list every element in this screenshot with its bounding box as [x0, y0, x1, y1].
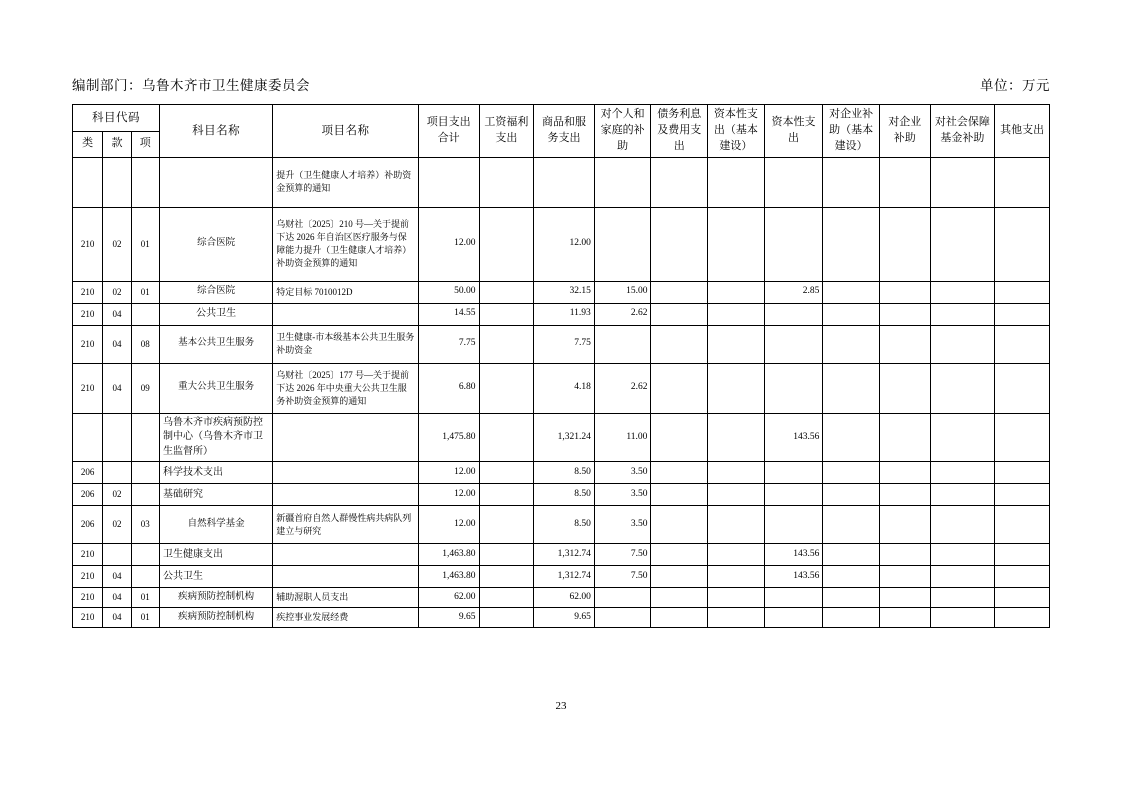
cell-xiang	[131, 566, 159, 588]
cell-subject-name: 公共卫生	[159, 303, 272, 325]
cell-lei	[73, 157, 103, 207]
cell-enterprise	[879, 566, 930, 588]
cell-xiang	[131, 303, 159, 325]
cell-salary	[479, 484, 534, 506]
cell-interest	[651, 303, 708, 325]
table-row	[73, 484, 1050, 506]
cell-capital	[764, 363, 823, 413]
cell-lei: 210	[73, 363, 103, 413]
cell-subject-name: 自然科学基金	[159, 506, 272, 544]
cell-capital	[764, 484, 823, 506]
cell-lei: 210	[73, 608, 103, 628]
cell-subject-name: 基本公共卫生服务	[159, 325, 272, 363]
header-xiang: 项	[131, 131, 159, 157]
cell-project-name: 辅助渥职人员支出	[273, 588, 419, 608]
cell-capital	[764, 303, 823, 325]
cell-project-name	[273, 484, 419, 506]
cell-personal	[594, 207, 651, 281]
table-row	[73, 325, 1050, 363]
cell-enterprise	[879, 207, 930, 281]
cell-salary	[479, 281, 534, 303]
cell-project-name	[273, 566, 419, 588]
cell-personal: 15.00	[594, 281, 651, 303]
cell-enterprise-basic	[823, 207, 880, 281]
header-personal-subsidy: 对个人和家庭的补助	[594, 105, 651, 158]
cell-interest	[651, 506, 708, 544]
cell-social	[930, 325, 995, 363]
cell-other	[995, 157, 1050, 207]
cell-subject-name	[159, 157, 272, 207]
cell-goods: 12.00	[534, 207, 595, 281]
table-row	[73, 303, 1050, 325]
cell-project-name	[273, 462, 419, 484]
cell-xiang: 01	[131, 207, 159, 281]
cell-salary	[479, 544, 534, 566]
cell-other	[995, 608, 1050, 628]
cell-interest	[651, 544, 708, 566]
cell-capital	[764, 157, 823, 207]
cell-capital-basic	[708, 413, 765, 462]
cell-kuan: 02	[103, 207, 131, 281]
cell-capital-basic	[708, 325, 765, 363]
cell-enterprise-basic	[823, 325, 880, 363]
cell-enterprise	[879, 588, 930, 608]
cell-salary	[479, 506, 534, 544]
cell-kuan	[103, 157, 131, 207]
cell-enterprise	[879, 608, 930, 628]
cell-personal: 11.00	[594, 413, 651, 462]
cell-project-name	[273, 303, 419, 325]
cell-total: 6.80	[418, 363, 479, 413]
cell-xiang	[131, 157, 159, 207]
cell-salary	[479, 413, 534, 462]
cell-capital-basic	[708, 588, 765, 608]
header-subject-name: 科目名称	[159, 105, 272, 158]
cell-interest	[651, 325, 708, 363]
table-row	[73, 608, 1050, 628]
cell-capital-basic	[708, 281, 765, 303]
cell-personal: 2.62	[594, 303, 651, 325]
cell-enterprise	[879, 303, 930, 325]
cell-project-name: 乌财社〔2025〕210 号—关于提前下达 2026 年自治区医疗服务与保障能力提升（卫生健康人才培养）补助资金预算的通知	[273, 207, 419, 281]
cell-enterprise	[879, 506, 930, 544]
cell-interest	[651, 363, 708, 413]
table-row	[73, 207, 1050, 281]
cell-capital: 143.56	[764, 413, 823, 462]
cell-goods: 8.50	[534, 462, 595, 484]
cell-salary	[479, 207, 534, 281]
table-row	[73, 588, 1050, 608]
cell-total: 12.00	[418, 207, 479, 281]
cell-social	[930, 608, 995, 628]
cell-salary	[479, 325, 534, 363]
cell-kuan: 04	[103, 608, 131, 628]
cell-enterprise	[879, 484, 930, 506]
cell-social	[930, 566, 995, 588]
cell-capital-basic	[708, 303, 765, 325]
cell-interest	[651, 207, 708, 281]
cell-goods: 8.50	[534, 484, 595, 506]
cell-total: 9.65	[418, 608, 479, 628]
cell-enterprise	[879, 325, 930, 363]
cell-subject-name: 疾病预防控制机构	[159, 608, 272, 628]
cell-xiang	[131, 484, 159, 506]
cell-personal	[594, 157, 651, 207]
cell-personal: 3.50	[594, 462, 651, 484]
table-row	[73, 506, 1050, 544]
cell-social	[930, 588, 995, 608]
cell-other	[995, 363, 1050, 413]
cell-goods: 1,321.24	[534, 413, 595, 462]
table-row	[73, 363, 1050, 413]
cell-goods: 62.00	[534, 588, 595, 608]
table-row	[73, 281, 1050, 303]
cell-salary	[479, 363, 534, 413]
cell-project-name	[273, 544, 419, 566]
cell-kuan: 04	[103, 325, 131, 363]
table-row	[73, 566, 1050, 588]
cell-interest	[651, 462, 708, 484]
cell-social	[930, 303, 995, 325]
cell-enterprise-basic	[823, 413, 880, 462]
header-kuan: 款	[103, 131, 131, 157]
cell-personal: 2.62	[594, 363, 651, 413]
document-header	[72, 74, 1050, 94]
cell-social	[930, 462, 995, 484]
cell-total: 1,463.80	[418, 544, 479, 566]
unit-label: 单位：万元	[980, 78, 1050, 93]
cell-other	[995, 544, 1050, 566]
cell-other	[995, 462, 1050, 484]
cell-enterprise-basic	[823, 303, 880, 325]
table-body	[73, 157, 1050, 628]
table-row	[73, 413, 1050, 462]
cell-personal: 7.50	[594, 566, 651, 588]
cell-enterprise-basic	[823, 462, 880, 484]
cell-interest	[651, 484, 708, 506]
cell-salary	[479, 608, 534, 628]
cell-capital	[764, 462, 823, 484]
header-subject-code: 科目代码	[73, 105, 160, 132]
cell-interest	[651, 588, 708, 608]
cell-enterprise	[879, 544, 930, 566]
cell-project-name: 特定目标 7010012D	[273, 281, 419, 303]
cell-capital-basic	[708, 207, 765, 281]
cell-enterprise-basic	[823, 484, 880, 506]
cell-kuan: 02	[103, 506, 131, 544]
cell-social	[930, 157, 995, 207]
cell-other	[995, 281, 1050, 303]
cell-kuan	[103, 413, 131, 462]
cell-lei: 206	[73, 506, 103, 544]
cell-xiang: 09	[131, 363, 159, 413]
header-total: 项目支出合计	[418, 105, 479, 158]
cell-total: 7.75	[418, 325, 479, 363]
cell-total: 1,463.80	[418, 566, 479, 588]
header-social-fund: 对社会保障基金补助	[930, 105, 995, 158]
page-number: 23	[555, 700, 567, 712]
cell-lei: 206	[73, 462, 103, 484]
header-other: 其他支出	[995, 105, 1050, 158]
table-row	[73, 544, 1050, 566]
cell-kuan: 02	[103, 281, 131, 303]
cell-total: 50.00	[418, 281, 479, 303]
cell-enterprise	[879, 413, 930, 462]
cell-personal: 3.50	[594, 484, 651, 506]
cell-social	[930, 484, 995, 506]
cell-other	[995, 588, 1050, 608]
cell-personal: 7.50	[594, 544, 651, 566]
cell-enterprise	[879, 281, 930, 303]
cell-xiang	[131, 462, 159, 484]
cell-social	[930, 281, 995, 303]
cell-xiang	[131, 544, 159, 566]
cell-capital	[764, 207, 823, 281]
cell-interest	[651, 566, 708, 588]
cell-enterprise-basic	[823, 157, 880, 207]
cell-other	[995, 303, 1050, 325]
cell-goods: 1,312.74	[534, 544, 595, 566]
cell-enterprise	[879, 462, 930, 484]
cell-subject-name: 重大公共卫生服务	[159, 363, 272, 413]
cell-goods: 4.18	[534, 363, 595, 413]
cell-enterprise-basic	[823, 281, 880, 303]
cell-enterprise-basic	[823, 588, 880, 608]
cell-capital: 143.56	[764, 566, 823, 588]
cell-personal	[594, 325, 651, 363]
header-goods: 商品和服务支出	[534, 105, 595, 158]
cell-social	[930, 413, 995, 462]
cell-lei: 206	[73, 484, 103, 506]
cell-project-name: 乌财社〔2025〕177 号—关于提前下达 2026 年中央重大公共卫生服务补助资金预算的通知	[273, 363, 419, 413]
cell-salary	[479, 303, 534, 325]
cell-social	[930, 506, 995, 544]
header-salary: 工资福利支出	[479, 105, 534, 158]
cell-capital-basic	[708, 506, 765, 544]
cell-subject-name: 基础研究	[159, 484, 272, 506]
cell-xiang: 08	[131, 325, 159, 363]
table-row	[73, 157, 1050, 207]
cell-xiang	[131, 413, 159, 462]
cell-xiang: 01	[131, 281, 159, 303]
cell-enterprise-basic	[823, 506, 880, 544]
cell-subject-name: 综合医院	[159, 207, 272, 281]
cell-goods: 7.75	[534, 325, 595, 363]
header-interest: 债务利息及费用支出	[651, 105, 708, 158]
cell-other	[995, 325, 1050, 363]
header-capital: 资本性支出	[764, 105, 823, 158]
cell-subject-name: 卫生健康支出	[159, 544, 272, 566]
budget-table	[72, 104, 1050, 628]
cell-kuan: 04	[103, 566, 131, 588]
cell-personal	[594, 608, 651, 628]
table-header-row-1	[73, 105, 1050, 132]
cell-kuan: 04	[103, 303, 131, 325]
cell-lei: 210	[73, 588, 103, 608]
cell-capital	[764, 588, 823, 608]
cell-enterprise	[879, 363, 930, 413]
cell-subject-name: 公共卫生	[159, 566, 272, 588]
cell-total: 14.55	[418, 303, 479, 325]
cell-project-name: 新疆首府自然人群慢性病共病队列建立与研究	[273, 506, 419, 544]
cell-enterprise-basic	[823, 544, 880, 566]
cell-capital: 143.56	[764, 544, 823, 566]
table-row	[73, 462, 1050, 484]
cell-salary	[479, 157, 534, 207]
cell-total: 62.00	[418, 588, 479, 608]
cell-enterprise-basic	[823, 363, 880, 413]
cell-total: 1,475.80	[418, 413, 479, 462]
cell-capital	[764, 608, 823, 628]
cell-capital	[764, 325, 823, 363]
cell-total	[418, 157, 479, 207]
cell-xiang: 01	[131, 608, 159, 628]
header-enterprise-basic: 对企业补助（基本建设）	[823, 105, 880, 158]
cell-goods: 1,312.74	[534, 566, 595, 588]
cell-personal: 3.50	[594, 506, 651, 544]
cell-capital: 2.85	[764, 281, 823, 303]
cell-goods: 9.65	[534, 608, 595, 628]
cell-salary	[479, 566, 534, 588]
department-label: 编制部门：乌鲁木齐市卫生健康委员会	[72, 78, 310, 93]
cell-kuan	[103, 544, 131, 566]
cell-kuan: 04	[103, 588, 131, 608]
cell-lei	[73, 413, 103, 462]
cell-lei: 210	[73, 281, 103, 303]
cell-subject-name: 综合医院	[159, 281, 272, 303]
cell-capital-basic	[708, 462, 765, 484]
cell-subject-name: 乌鲁木齐市疾病预防控制中心（乌鲁木齐市卫生监督所）	[159, 413, 272, 462]
cell-interest	[651, 413, 708, 462]
cell-goods: 8.50	[534, 506, 595, 544]
cell-personal	[594, 588, 651, 608]
cell-lei: 210	[73, 544, 103, 566]
cell-enterprise	[879, 157, 930, 207]
cell-interest	[651, 608, 708, 628]
cell-kuan: 04	[103, 363, 131, 413]
cell-project-name: 提升（卫生健康人才培养）补助资金预算的通知	[273, 157, 419, 207]
cell-kuan	[103, 462, 131, 484]
header-project-name: 项目名称	[273, 105, 419, 158]
cell-other	[995, 506, 1050, 544]
cell-capital-basic	[708, 566, 765, 588]
cell-project-name: 卫生健康-市本级基本公共卫生服务补助资金	[273, 325, 419, 363]
cell-interest	[651, 157, 708, 207]
cell-lei: 210	[73, 207, 103, 281]
cell-goods: 11.93	[534, 303, 595, 325]
cell-capital	[764, 506, 823, 544]
cell-goods	[534, 157, 595, 207]
cell-capital-basic	[708, 608, 765, 628]
cell-social	[930, 544, 995, 566]
cell-subject-name: 疾病预防控制机构	[159, 588, 272, 608]
cell-other	[995, 566, 1050, 588]
cell-social	[930, 363, 995, 413]
cell-salary	[479, 462, 534, 484]
cell-interest	[651, 281, 708, 303]
cell-xiang: 03	[131, 506, 159, 544]
cell-other	[995, 207, 1050, 281]
cell-enterprise-basic	[823, 566, 880, 588]
cell-total: 12.00	[418, 462, 479, 484]
cell-total: 12.00	[418, 484, 479, 506]
cell-project-name	[273, 413, 419, 462]
cell-salary	[479, 588, 534, 608]
cell-other	[995, 484, 1050, 506]
header-enterprise: 对企业补助	[879, 105, 930, 158]
header-capital-basic: 资本性支出（基本建设）	[708, 105, 765, 158]
cell-other	[995, 413, 1050, 462]
header-lei: 类	[73, 131, 103, 157]
cell-capital-basic	[708, 484, 765, 506]
cell-goods: 32.15	[534, 281, 595, 303]
cell-social	[930, 207, 995, 281]
cell-enterprise-basic	[823, 608, 880, 628]
cell-lei: 210	[73, 566, 103, 588]
cell-capital-basic	[708, 544, 765, 566]
cell-lei: 210	[73, 303, 103, 325]
cell-xiang: 01	[131, 588, 159, 608]
cell-subject-name: 科学技术支出	[159, 462, 272, 484]
cell-capital-basic	[708, 157, 765, 207]
cell-total: 12.00	[418, 506, 479, 544]
cell-capital-basic	[708, 363, 765, 413]
cell-lei: 210	[73, 325, 103, 363]
cell-kuan: 02	[103, 484, 131, 506]
cell-project-name: 疾控事业发展经费	[273, 608, 419, 628]
